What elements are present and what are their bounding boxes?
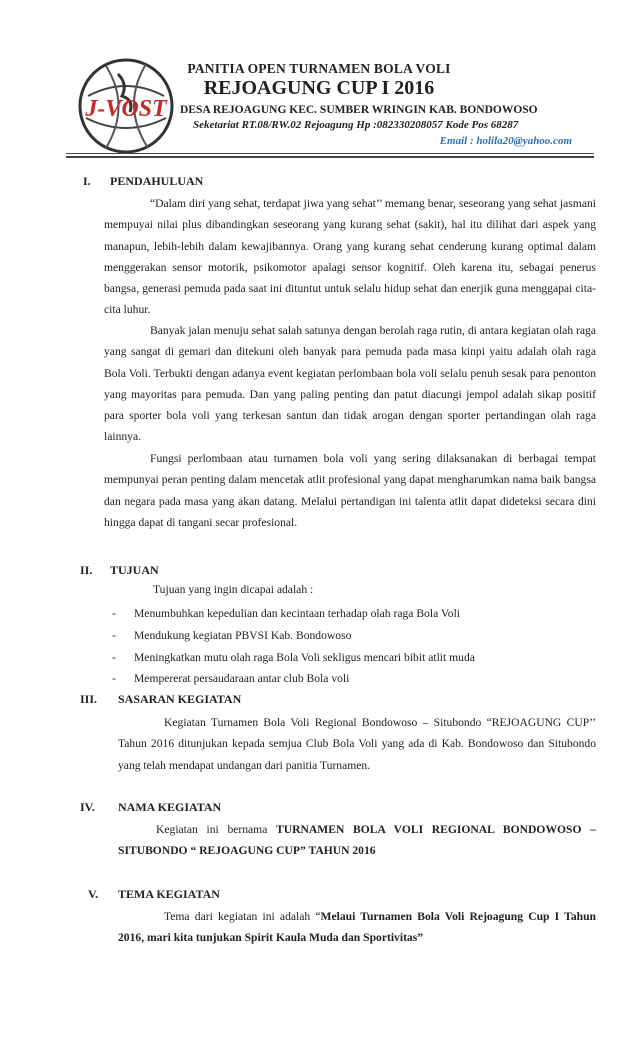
header-title: REJOAGUNG CUP I 2016 (203, 77, 435, 99)
section-2-intro: Tujuan yang ingin dicapai adalah : (153, 583, 314, 596)
section-5-title: TEMA KEGIATAN (118, 887, 220, 901)
section-2-number: II. (80, 563, 93, 577)
header-rule-thick (66, 156, 594, 158)
section-5-paragraph: Tema dari kegiatan ini adalah “Melaui Turnamen Bola Voli Rejoagung Cup I Tahun 2016, mari kita tunjukan Spirit Kaula Muda dan Sportivitas” (118, 910, 596, 945)
section-4-number: IV. (80, 800, 95, 814)
section-1-title: PENDAHULUAN (110, 174, 204, 188)
header-rule-thin (66, 153, 594, 154)
list-item: - Mempererat persaudaraan antar club Bola voli (112, 672, 350, 685)
list-item: - Meningkatkan mutu olah raga Bola Voli sekligus mencari bibit atlit muda (112, 651, 475, 664)
header-line-1: PANITIA OPEN TURNAMEN BOLA VOLI (187, 61, 451, 76)
list-item: - Mendukung kegiatan PBVSI Kab. Bondowoso (112, 629, 352, 642)
section-3-paragraph: Kegiatan Turnamen Bola Voli Regional Bondowoso – Situbondo “REJOAGUNG CUP’’ Tahun 2016 ditunjukan kepada semjua Club Bola Voli yang ada di Kab. Bondowoso dan Situbondo yang telah mendapat undangan dari panitia Turnamen. (118, 716, 596, 772)
logo-text: J-VOST (85, 96, 167, 122)
section-1-paragraph-3: Fungsi perlombaan atau turnamen bola voli yang sering dilaksanakan di berbagai tempat mempunyai peran penting dalam mencetak atlit profesional yang dapat mengharumkan nama baik bangsa dan negara pada masa yang akan datang. Melalui pertandigan ini talenta atlit dapat dideteksi secara dini hingga dapat di tangani secar profesional. (104, 452, 596, 529)
list-item: - Menumbuhkan kepedulian dan kecintaan terhadap olah raga Bola Voli (112, 607, 461, 620)
section-4-title: NAMA KEGIATAN (118, 800, 222, 814)
section-1-paragraph-2: Banyak jalan menuju sehat salah satunya dengan berolah raga rutin, di antara kegiatan olah raga yang sangat di gemari dan ditekuni oleh banyak para pemuda pada masa kinpi yaitu adalah olah raga Bola Voli. Terbukti dengan adanya event kegiatan perlombaan bola voli selalu penuh sesak para penonton yang mayoritas para pemuda. Dan yang paling penting dan patut diacungi jempol adalah sikap positif para sporter bola voli yang terkesan santun dan tidak arogan dengan sporter pertandingan olah raga lainnya. (104, 324, 596, 444)
section-3-number: III. (80, 692, 98, 706)
header-email: Email : holila20@yahoo.com (439, 135, 572, 147)
section-2-title: TUJUAN (110, 563, 159, 577)
section-5-number: V. (88, 887, 99, 901)
header-secretariat: Seketariat RT.08/RW.02 Rejoagung Hp :082330208057 Kode Pos 68287 (193, 119, 519, 131)
section-1-paragraph-1: “Dalam diri yang sehat, terdapat jiwa yang sehat’’ memang benar, seseorang yang sehat jasmani mempuyai nilai plus dibandingkan seseorang yang kurang sehat (sakit), hal itu dilihat dari aspek yang manapun, lebih-lebih dalam kewajibannya. Orang yang kurang sehat cenderung kurang optimal dalam menggerakan sensor motorik, psikomotor apalagi sensor kognitif. Oleh karena itu, sebagai penerus bangsa, generasi pemuda pada saat ini dituntut untuk selalu hidup sehat dan enerjik guna menggapai cita-cita luhur. (104, 197, 596, 317)
section-1-number: I. (83, 174, 91, 188)
section-4-paragraph: Kegiatan ini bernama TURNAMEN BOLA VOLI REGIONAL BONDOWOSO – SITUBONDO “ REJOAGUNG CUP” TAHUN 2016 (118, 823, 596, 858)
header-address: DESA REJOAGUNG KEC. SUMBER WRINGIN KAB. BONDOWOSO (180, 104, 538, 116)
section-3-title: SASARAN KEGIATAN (118, 692, 242, 706)
